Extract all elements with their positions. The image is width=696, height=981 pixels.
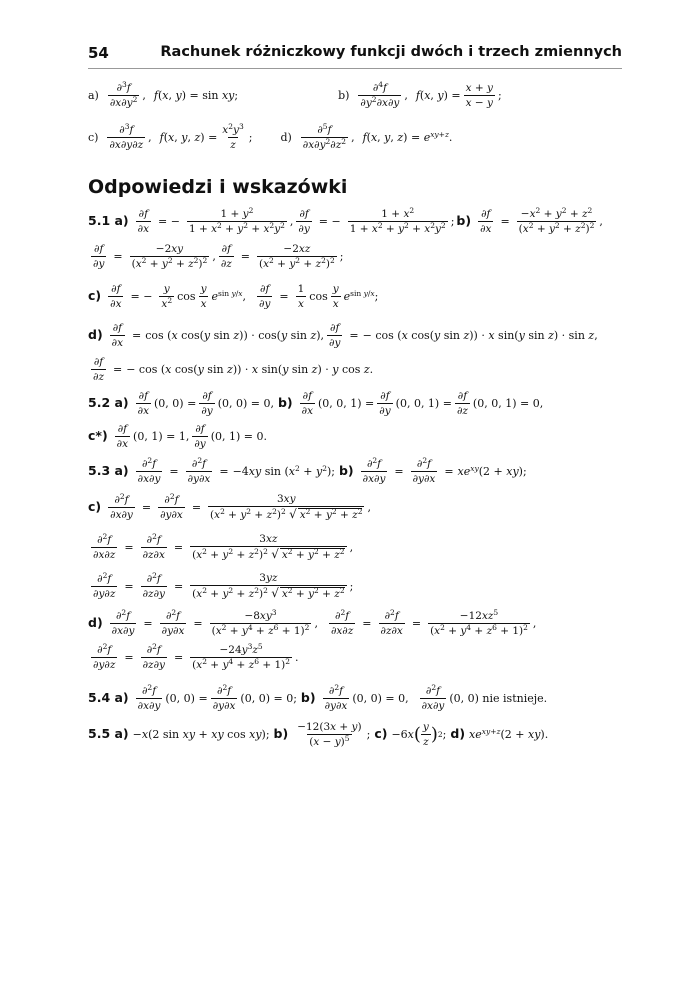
answer-5-3-a: 5.3 a) $\frac{\partial^2f}{\partial x\partial y}$ = $\frac{\partial^2f}{\partial y\partial x}$ = −4xy $\sin (x^2 + y^2)$; b) $\frac{\partial^2f}{\partial x\partial y}$ = $\frac{\partial^2f}{\partial y\partial x}$ = $xe^{xy}(2 + xy)$; <box>88 456 527 486</box>
exercise-row-ab: a) $\frac{\partial^3f}{\partial x\partial y^2}$ , f(x, y) = sin xy; b) $\frac{\partial^4f}{\partial y^2\partial x\partial y}$ , f(x, y) = $\frac{x + y}{x - y}$ ; <box>88 80 502 110</box>
answer-5-3-c2: $\frac{\partial^2f}{\partial x\partial z}$ = $\frac{\partial^2f}{\partial z\partial x}$ = $\frac{3xz}{(x^2 + y^2 + z^2)^2 √ x^2 + y^2 + z^2}$ , <box>93 531 354 562</box>
answer-5-3-d2: $\frac{\partial^2f}{\partial y\partial z}$ = $\frac{\partial^2f}{\partial z\partial y}$ = $\frac{-24y^3z^5}{(x^2 + y^4 + z^6 + 1)^2}$ . <box>93 642 299 672</box>
answer-5-2-c: c*) $\frac{\partial f}{\partial x}$ (0, 1) = 1, $\frac{\partial f}{\partial y}$ (0, 1) = 0. <box>88 423 267 451</box>
answer-5-4: 5.4 a) $\frac{\partial^2f}{\partial x\partial y}$ (0, 0) = $\frac{\partial^2f}{\partial y\partial x}$ (0, 0) = 0; b) $\frac{\partial^2f}{\partial y\partial x}$ (0, 0) = 0, $\frac{\partial^2f}{\partial x\partial y}$ (0, 0) nie istnieje. <box>88 683 548 713</box>
answer-5-3-d1: d) $\frac{\partial^2f}{\partial x\partial y}$ = $\frac{\partial^2f}{\partial y\partial x}$ = $\frac{-8xy^3}{(x^2 + y^4 + z^6 + 1)^2}$ , $\frac{\partial^2f}{\partial x\partial z}$ = $\frac{\partial^2f}{\partial z\partial x}$ = $\frac{-12xz^5}{(x^2 + y^4 + z^6 + 1)^2}$ , <box>88 608 537 638</box>
running-title: Rachunek różniczkowy funkcji dwóch i trzech zmiennych <box>160 44 622 60</box>
answer-5-1-d: d) $\frac{\partial f}{\partial x}$ = cos (x cos(y sin z)) · cos(y sin z), $\frac{\partial f}{\partial y}$ = − cos (x cos(y sin z)) · x sin(y sin z) · sin z, <box>88 322 598 350</box>
answer-5-1-line2: $\frac{\partial f}{\partial y}$ = $\frac{-2xy}{(x^2 + y^2 + z^2)^2}$ , $\frac{\partial f}{\partial z}$ = $\frac{-2xz}{(x^2 + y^2 + z^2)^2}$ ; <box>93 243 344 271</box>
page-header <box>88 44 622 70</box>
header-rule <box>88 68 622 69</box>
page-number: 54 <box>88 44 109 62</box>
answer-5-5: 5.5 a) −x(2 sin xy + xy cos xy); b) $\frac{-12(3x + y)}{(x - y)^5}$ ; c) −6x ( $\frac{y}{z}$ ) 2 ; d) $xe^{xy+z}(2 + xy)$. <box>88 721 549 749</box>
answer-5-3-c3: $\frac{\partial^2f}{\partial y\partial z}$ = $\frac{\partial^2f}{\partial z\partial y}$ = $\frac{3yz}{(x^2 + y^2 + z^2)^2 √ x^2 + y^2 + z^2}$ ; <box>93 570 354 601</box>
answer-5-1-d-cont: $\frac{\partial f}{\partial z}$ = − cos (x cos(y sin z)) · x sin(y sin z) · y cos z. <box>93 356 374 384</box>
exercise-row-cd: c) $\frac{\partial^3f}{\partial x\partial y\partial z}$ , f(x, y, z) = $\frac{x^2y^3}{z}$ ; d) $\frac{\partial^5f}{\partial x\partial y^2\partial z^2}$ , f(x, y, $z) = e^{xy+z}$. <box>88 122 453 152</box>
answer-5-1-c: c) $\frac{\partial f}{\partial x}$ = − $\frac{y}{x^2}$ cos $\frac{y}{x}$ $e^{sin y/x}$ , $\frac{\partial f}{\partial y}$ = $\frac{1}{x}$ cos $\frac{y}{x}$ $e^{sin y/x}$ ; <box>88 283 379 311</box>
section-heading: Odpowiedzi i wskazówki <box>88 176 348 198</box>
answer-5-2-a: 5.2 a) $\frac{\partial f}{\partial x}$ (0, 0) = $\frac{\partial f}{\partial y}$ (0, 0) = 0, b) $\frac{\partial f}{\partial x}$ (0, 0, 1) = $\frac{\partial f}{\partial y}$ (0, 0, 1) = $\frac{\partial f}{\partial z}$ (0, 0, 1) = 0, <box>88 390 544 418</box>
answer-5-1-line1: 5.1 a) $\frac{\partial f}{\partial x}$ = − $\frac{1 + y^2}{1 + x^2 + y^2 + x^2y^2}$ , $\frac{\partial f}{\partial y}$ = − $\frac{1 + x^2}{1 + x^2 + y^2 + x^2y^2}$ ; b) $\frac{\partial f}{\partial x}$ = $\frac{-x^2 + y^2 + z^2}{(x^2 + y^2 + z^2)^2}$ , <box>88 206 603 236</box>
answer-5-3-c1: c) $\frac{\partial^2f}{\partial x\partial y}$ = $\frac{\partial^2f}{\partial y\partial x}$ = $\frac{3xy}{(x^2 + y^2 + z^2)^2 √ x^2 + y^2 + z^2}$ , <box>88 491 371 522</box>
